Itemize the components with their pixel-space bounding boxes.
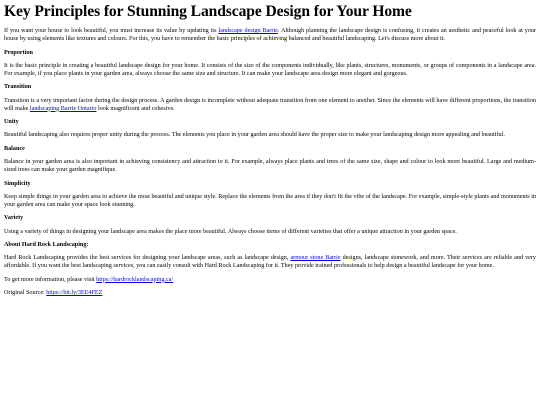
about-heading: About Hard Rock Landscaping: [4,241,89,248]
unity-paragraph: Beautiful landscaping also requires proper unity during the process. The elements you place in your garden area should have the proper size to make your landscaping design more appealing and beautiful. [4,132,505,139]
landscaping-barrie-ontario-link[interactable]: landscaping Barrie Ontario [29,105,97,112]
more-info-paragraph [4,276,536,284]
transition-paragraph [4,97,536,113]
transition-text-after: look magnificent and cohesive. [96,105,175,112]
proportion-paragraph: It is the basic principle in creating a beautiful landscape design for your home. It consists of the size of the components individually, like plants, structures, monuments, or groups of components in a landscape area. For example, if you place plants in your garden area, always choose the same size and structure. It can make your landscape area design more elegant and gorgeous. [4,62,536,77]
more-info-text: To get more information, please visit [4,276,97,283]
about-text-before: Hard Rock Landscaping provides the best services for designing your landscape areas, such as landscape design, [4,255,291,262]
about-paragraph [4,254,536,270]
intro-text-after: . Although planning the landscape design is confusing, it creates an aesthetic and peaceful look at your house by using elements like textures and colours. For this, you have to remember the basic principles of achieving balanced and beautiful landscaping. Let's discuss more about it. [4,28,537,43]
source-text: Original Source: [4,290,47,297]
original-source-link[interactable]: https://bit.ly/3EE4FEZ [46,290,103,297]
intro-text-before: If you want your house to look beautiful, you must increase its value by updating its [4,28,219,34]
unity-heading: Unity [4,119,19,126]
transition-heading: Transition [4,84,32,91]
balance-paragraph: Balance in your garden area is also important in achieving consistency and attraction to it. For example, always place plants and trees of the same size, shape and colour to look more beautiful. Large and medium-sized trees can make your garden magnifique. [4,158,536,174]
simplicity-heading: Simplicity [4,180,31,187]
balance-heading: Balance [4,145,25,152]
landscape-design-barrie-link[interactable]: landscape design Barrie [218,28,278,34]
armour-stone-barrie-link[interactable]: armour stone Barrie [290,255,341,262]
variety-paragraph: Using a variety of things in designing your landscape area makes the place more beautiful. Always choose items of different varieties that offer a unique attraction in your garden space. [4,228,457,235]
source-paragraph [4,289,536,297]
variety-heading: Variety [4,215,24,222]
website-link[interactable]: https://hardrocklandscaping.ca/ [96,276,174,283]
proportion-heading: Proportion [4,49,33,56]
page-title: Key Principles for Stunning Landscape Design for Your Home [4,3,412,20]
intro-paragraph [4,27,536,43]
transition-text-before: Transition is a very important factor during the design process. A garden design is incomplete without adequate transition from one element to another. Since the elements will have different proportions, the transition will make [4,97,536,112]
simplicity-paragraph: Keep simple things in your garden area to achieve the most beautiful and unique style. Replace the elements from the area if they don't fit the vibe of the landscape. For example, simple-style plants and monuments in your garden area can make your space look stunning. [4,193,536,208]
about-text-after: designs, landscape stonework, and more. Their services are reliable and very affordable. If you want the best landscaping services, you can easily consult with Hard Rock Landscaping for it. They provide trained professionals to help design a beautiful landscape for your home. [4,255,536,270]
